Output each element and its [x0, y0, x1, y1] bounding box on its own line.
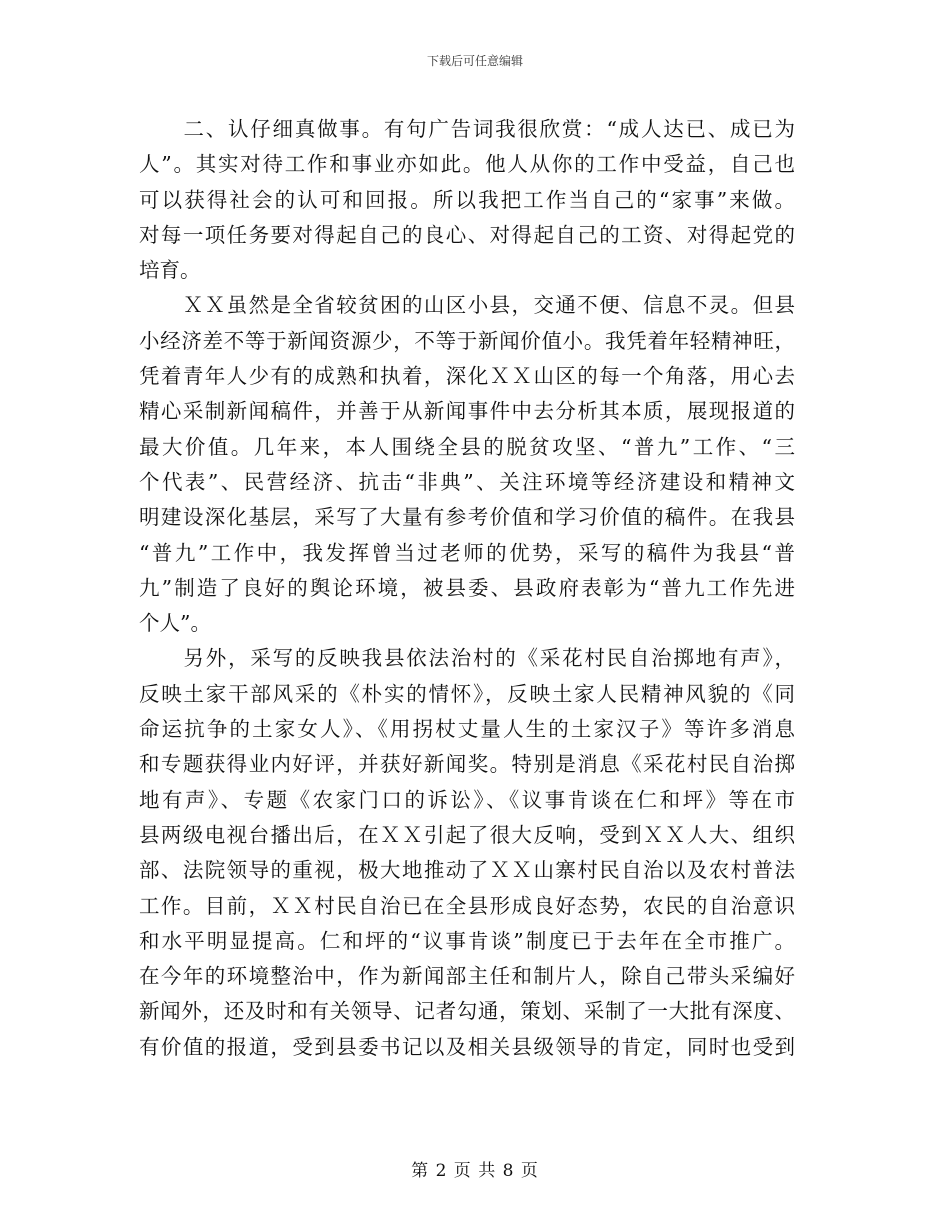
- text-line: 地有声》、专题《农家门口的诉讼》、《议事肯谈在仁和坪》等在市: [139, 787, 795, 812]
- text-line: ＸＸ虽然是全省较贫困的山区小县，交通不便、信息不灵。但县: [139, 293, 795, 318]
- text-line: “普九”工作中，我发挥曾当过老师的优势，采写的稿件为我县“普: [139, 540, 795, 565]
- text-line: 小经济差不等于新闻资源少，不等于新闻价值小。我凭着年轻精神旺，: [139, 328, 795, 353]
- text-line: 培育。: [139, 258, 201, 283]
- text-line: 命运抗争的土家女人》、《用拐杖丈量人生的土家汉子》等许多消息: [139, 717, 795, 742]
- text-line: 和水平明显提高。仁和坪的“议事肯谈”制度已于去年在全市推广。: [139, 928, 795, 953]
- text-line: 工作。目前，ＸＸ村民自治已在全县形成良好态势，农民的自治意识: [139, 893, 795, 918]
- text-line: 有价值的报道，受到县委书记以及相关县级领导的肯定，同时也受到: [139, 1034, 795, 1059]
- text-line: 人”。其实对待工作和事业亦如此。他人从你的工作中受益，自己也: [139, 152, 795, 177]
- text-line: 凭着青年人少有的成熟和执着，深化ＸＸ山区的每一个角落，用心去: [139, 364, 795, 389]
- text-line: 明建设深化基层，采写了大量有参考价值和学习价值的稿件。在我县: [139, 505, 795, 530]
- text-line: 对每一项任务要对得起自己的良心、对得起自己的工资、对得起党的: [139, 222, 795, 247]
- text-line: 县两级电视台播出后，在ＸＸ引起了很大反响，受到ＸＸ人大、组织: [139, 822, 795, 847]
- page-header-note: 下载后可任意编辑: [426, 54, 523, 68]
- text-line: 二、认仔细真做事。有句广告词我很欣赏：“成人达已、成已为: [139, 117, 795, 141]
- text-line: 新闻外，还及时和有关领导、记者勾通，策划、采制了一大批有深度、: [139, 999, 795, 1024]
- text-line: 部、法院领导的重视，极大地推动了ＸＸ山寨村民自治以及农村普法: [139, 858, 795, 883]
- text-line: 反映土家干部风采的《朴实的情怀》，反映土家人民精神风貌的《同: [139, 681, 795, 706]
- document-body: [139, 112, 795, 1065]
- text-line: 另外，采写的反映我县依法治村的《采花村民自治掷地有声》，: [139, 646, 795, 671]
- text-line: 可以获得社会的认可和回报。所以我把工作当自己的“家事”来做。: [139, 187, 795, 212]
- text-line: 在今年的环境整治中，作为新闻部主任和制片人，除自己带头采编好: [139, 964, 795, 989]
- text-line: 个人”。: [139, 611, 211, 636]
- text-line: 九”制造了良好的舆论环境，被县委、县政府表彰为“普九工作先进: [139, 575, 795, 600]
- text-line: 和专题获得业内好评，并获好新闻奖。特别是消息《采花村民自治掷: [139, 752, 795, 777]
- text-line: 个代表”、民营经济、抗击“非典”、关注环境等经济建设和精神文: [139, 469, 795, 494]
- text-line: 最大价值。几年来，本人围绕全县的脱贫攻坚、“普九”工作、“三: [139, 434, 795, 459]
- text-line: 精心采制新闻稿件，并善于从新闻事件中去分析其本质，展现报道的: [139, 399, 795, 424]
- page-number-footer: 第 2 页 共 8 页: [411, 1161, 539, 1181]
